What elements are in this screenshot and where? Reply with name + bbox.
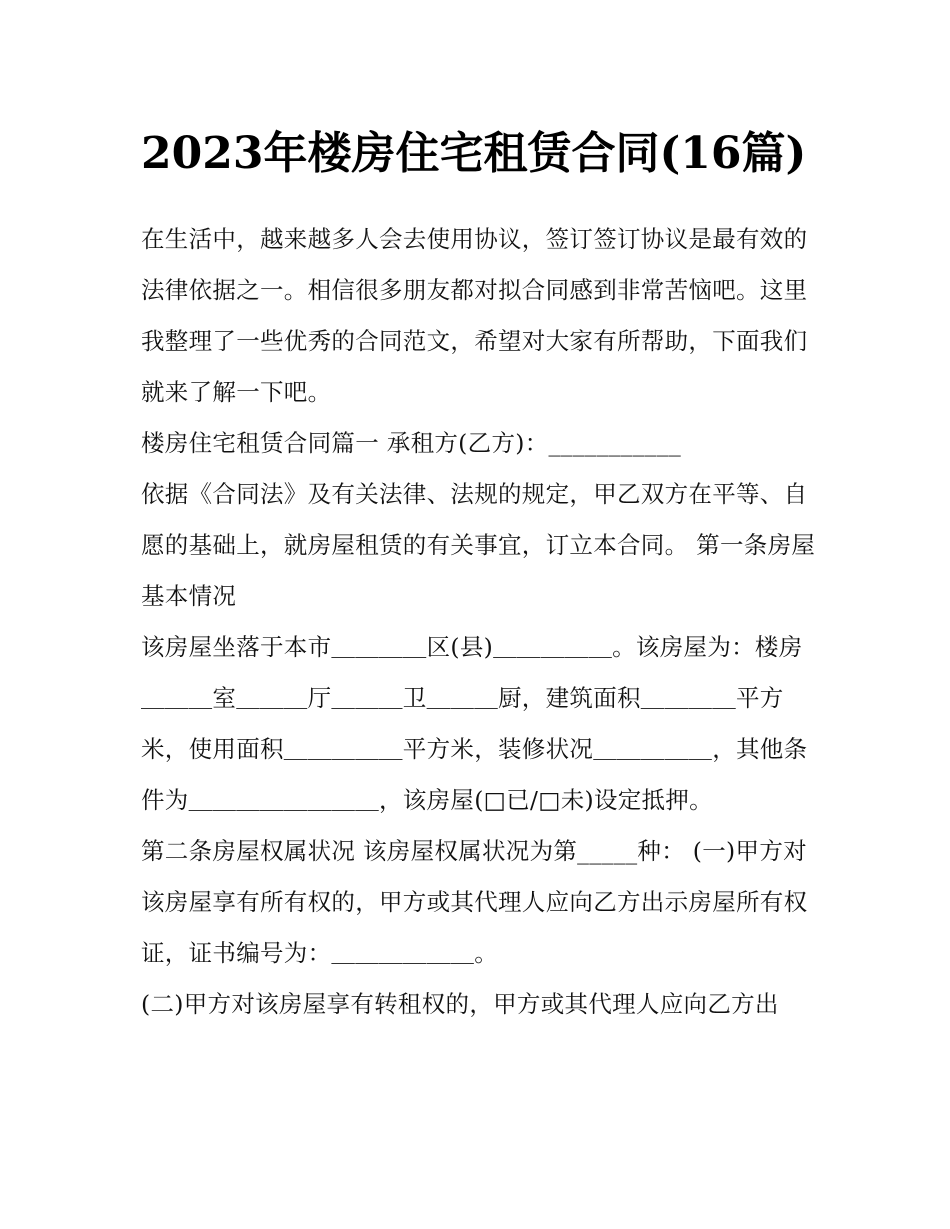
property-details-paragraph: 该房屋坐落于本市＿＿＿＿区(县)＿＿＿＿＿。该房屋为：楼房＿＿＿室＿＿＿厅＿＿＿卫＿＿＿厨，建筑面积＿＿＿＿平方米，使用面积＿＿＿＿＿平方米，装修状况＿＿＿＿＿，其他条件为＿＿＿＿＿＿＿＿，该房屋(□已/□未)设定抵押。	[141, 633, 808, 814]
intro-paragraph: 在生活中，越来越多人会去使用协议，签订签订协议是最有效的法律依据之一。相信很多朋友都对拟合同感到非常苦恼吧。这里我整理了一些优秀的合同范文，希望对大家有所帮助，下面我们就来了解一下吧。	[141, 225, 808, 406]
contract-heading-lessee-line: 楼房住宅租赁合同篇一 承租方(乙方)：___________	[141, 429, 682, 457]
sublease-right-paragraph: (二)甲方对该房屋享有转租权的，甲方或其代理人应向乙方出	[141, 990, 779, 1018]
legal-basis-paragraph: 依据《合同法》及有关法律、法规的规定，甲乙双方在平等、自愿的基础上，就房屋租赁的有关事宜，订立本合同。 第一条房屋基本情况	[141, 480, 816, 610]
document-title: 2023年楼房住宅租赁合同(16篇)	[141, 128, 807, 179]
document-body	[141, 118, 821, 1030]
ownership-status-paragraph: 第二条房屋权属状况 该房屋权属状况为第_____种： (一)甲方对该房屋享有所有权的，甲方或其代理人应向乙方出示房屋所有权证，证书编号为：＿＿＿＿＿＿。	[141, 837, 808, 967]
